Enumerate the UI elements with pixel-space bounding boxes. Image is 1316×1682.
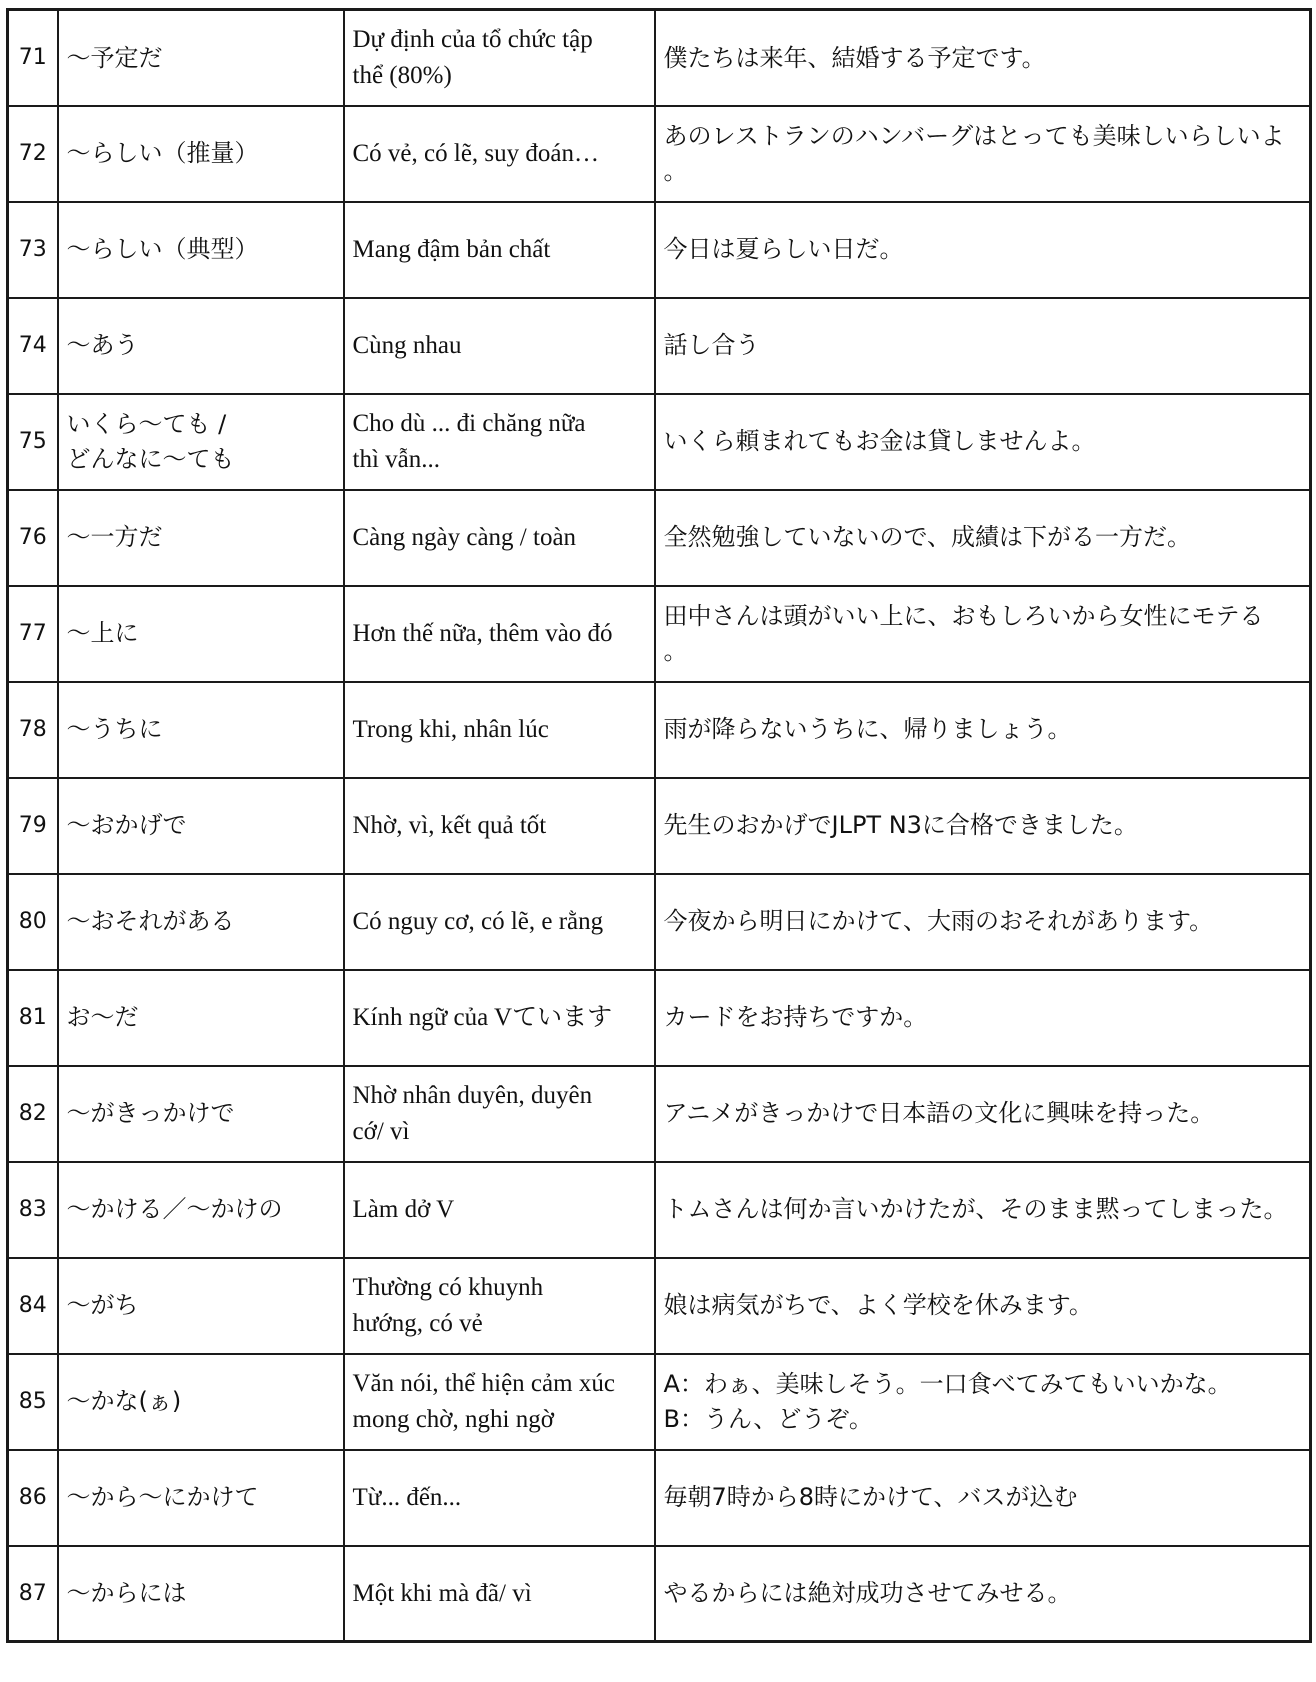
vietnamese-meaning-cell bbox=[344, 106, 655, 202]
example-sentence: あのレストランのハンバーグはとっても美味しいらしいよ 。 bbox=[663, 122, 1285, 185]
table-row bbox=[8, 970, 1311, 1066]
example-sentence: カードをお持ちですか。 bbox=[663, 1003, 928, 1032]
table-row bbox=[8, 1066, 1311, 1162]
grammar-pattern-cell bbox=[58, 10, 344, 106]
grammar-pattern: 〜がきっかけで bbox=[66, 1099, 235, 1128]
example-sentence-cell bbox=[655, 106, 1311, 202]
grammar-pattern: お〜だ bbox=[66, 1003, 139, 1032]
example-sentence: 田中さんは頭がいい上に、おもしろいから女性にモテる 。 bbox=[663, 602, 1264, 665]
vietnamese-meaning-cell bbox=[344, 10, 655, 106]
example-sentence-cell bbox=[655, 1162, 1311, 1258]
grammar-pattern-cell bbox=[58, 1162, 344, 1258]
vietnamese-meaning: Có vẻ, có lẽ, suy đoán… bbox=[352, 139, 599, 167]
grammar-pattern: 〜らしい（推量） bbox=[66, 139, 259, 168]
grammar-pattern-cell bbox=[58, 298, 344, 394]
row-number-cell bbox=[8, 970, 58, 1066]
grammar-pattern: 〜おかげで bbox=[66, 811, 187, 840]
vietnamese-meaning: Trong khi, nhân lúc bbox=[352, 715, 549, 743]
grammar-pattern-cell bbox=[58, 1354, 344, 1450]
grammar-pattern: 〜上に bbox=[66, 619, 139, 648]
row-number-cell bbox=[8, 874, 58, 970]
row-number: 85 bbox=[18, 1388, 47, 1414]
row-number: 76 bbox=[18, 524, 47, 550]
example-sentence: 雨が降らないうちに、帰りましょう。 bbox=[663, 715, 1072, 744]
grammar-pattern: 〜かな(ぁ) bbox=[66, 1387, 182, 1416]
example-sentence: 娘は病気がちで、よく学校を休みます。 bbox=[663, 1291, 1093, 1320]
table-row bbox=[8, 10, 1311, 106]
example-sentence-cell bbox=[655, 970, 1311, 1066]
vietnamese-meaning: Thường có khuynh hướng, có vẻ bbox=[352, 1274, 544, 1337]
vietnamese-meaning: Kính ngữ của Vています bbox=[352, 1003, 613, 1031]
vietnamese-meaning-cell bbox=[344, 778, 655, 874]
row-number: 82 bbox=[18, 1100, 47, 1126]
grammar-pattern-cell bbox=[58, 490, 344, 586]
example-sentence-cell bbox=[655, 394, 1311, 490]
row-number: 79 bbox=[18, 812, 47, 838]
row-number: 74 bbox=[18, 332, 47, 358]
example-sentence-cell bbox=[655, 586, 1311, 682]
vietnamese-meaning: Một khi mà đã/ vì bbox=[352, 1579, 532, 1607]
table-row bbox=[8, 490, 1311, 586]
row-number: 83 bbox=[18, 1196, 47, 1222]
example-sentence: 先生のおかげでJLPT N3に合格できました。 bbox=[663, 811, 1138, 840]
vietnamese-meaning-cell bbox=[344, 298, 655, 394]
grammar-pattern-cell bbox=[58, 202, 344, 298]
vietnamese-meaning: Văn nói, thể hiện cảm xúc mong chờ, nghi ngờ bbox=[352, 1370, 615, 1433]
grammar-pattern: 〜あう bbox=[66, 331, 139, 360]
vietnamese-meaning: Mang đậm bản chất bbox=[352, 235, 551, 263]
grammar-pattern-cell bbox=[58, 682, 344, 778]
row-number: 72 bbox=[18, 140, 47, 166]
row-number-cell bbox=[8, 10, 58, 106]
grammar-pattern: 〜かける／〜かけの bbox=[66, 1195, 283, 1224]
grammar-pattern-cell bbox=[58, 1546, 344, 1642]
example-sentence: 今日は夏らしい日だ。 bbox=[663, 235, 904, 264]
grammar-pattern: 〜一方だ bbox=[66, 523, 163, 552]
table-row bbox=[8, 1258, 1311, 1354]
row-number: 78 bbox=[18, 716, 47, 742]
grammar-pattern: 〜から〜にかけて bbox=[66, 1483, 259, 1512]
example-sentence-cell bbox=[655, 298, 1311, 394]
example-sentence: 僕たちは来年、結婚する予定です。 bbox=[663, 43, 1046, 72]
row-number-cell bbox=[8, 1066, 58, 1162]
row-number-cell bbox=[8, 778, 58, 874]
vietnamese-meaning: Cho dù ... đi chăng nữa thì vẫn... bbox=[352, 410, 586, 473]
example-sentence-cell bbox=[655, 490, 1311, 586]
row-number: 84 bbox=[18, 1292, 47, 1318]
example-sentence-cell bbox=[655, 1066, 1311, 1162]
grammar-pattern-cell bbox=[58, 1066, 344, 1162]
row-number-cell bbox=[8, 1354, 58, 1450]
example-sentence: 毎朝7時から8時にかけて、バスが込む bbox=[663, 1483, 1078, 1512]
vietnamese-meaning: Làm dở V bbox=[352, 1195, 455, 1223]
vietnamese-meaning-cell bbox=[344, 1162, 655, 1258]
grammar-pattern-cell bbox=[58, 874, 344, 970]
grammar-pattern: 〜おそれがある bbox=[66, 907, 235, 936]
row-number-cell bbox=[8, 202, 58, 298]
example-sentence-cell bbox=[655, 1258, 1311, 1354]
example-sentence: いくら頼まれてもお金は貸しませんよ。 bbox=[663, 427, 1096, 456]
vietnamese-meaning-cell bbox=[344, 202, 655, 298]
vietnamese-meaning: Từ... đến... bbox=[352, 1483, 462, 1511]
row-number-cell bbox=[8, 1546, 58, 1642]
table-row bbox=[8, 682, 1311, 778]
table-row bbox=[8, 1354, 1311, 1450]
table-row bbox=[8, 1162, 1311, 1258]
table-row bbox=[8, 298, 1311, 394]
grammar-pattern-cell bbox=[58, 1258, 344, 1354]
row-number: 73 bbox=[18, 236, 47, 262]
example-sentence-cell bbox=[655, 1546, 1311, 1642]
vietnamese-meaning: Dự định của tổ chức tập thể (80%) bbox=[352, 26, 593, 89]
grammar-pattern: 〜からには bbox=[66, 1579, 187, 1608]
vietnamese-meaning-cell bbox=[344, 394, 655, 490]
vietnamese-meaning-cell bbox=[344, 874, 655, 970]
grammar-pattern-cell bbox=[58, 394, 344, 490]
row-number: 77 bbox=[18, 620, 47, 646]
table-row bbox=[8, 778, 1311, 874]
example-sentence: トムさんは何か言いかけたが、そのまま黙ってしまった。 bbox=[663, 1195, 1288, 1224]
vietnamese-meaning-cell bbox=[344, 682, 655, 778]
row-number: 81 bbox=[18, 1004, 47, 1030]
row-number-cell bbox=[8, 1450, 58, 1546]
example-sentence-cell bbox=[655, 10, 1311, 106]
vietnamese-meaning-cell bbox=[344, 586, 655, 682]
table-row bbox=[8, 202, 1311, 298]
vietnamese-meaning-cell bbox=[344, 1066, 655, 1162]
grammar-pattern: 〜うちに bbox=[66, 715, 163, 744]
grammar-pattern: 〜予定だ bbox=[66, 43, 163, 72]
vietnamese-meaning-cell bbox=[344, 1450, 655, 1546]
example-sentence: 話し合う bbox=[663, 331, 760, 360]
row-number-cell bbox=[8, 682, 58, 778]
example-sentence-cell bbox=[655, 1450, 1311, 1546]
grammar-pattern-cell bbox=[58, 1450, 344, 1546]
vietnamese-meaning-cell bbox=[344, 1546, 655, 1642]
example-sentence: A：わぁ、美味しそう。一口食べてみてもいいかな。 B：うん、どうぞ。 bbox=[663, 1370, 1232, 1433]
row-number-cell bbox=[8, 1162, 58, 1258]
vietnamese-meaning: Nhờ, vì, kết quả tốt bbox=[352, 811, 547, 839]
row-number: 86 bbox=[18, 1484, 47, 1510]
table-row bbox=[8, 394, 1311, 490]
grammar-pattern-cell bbox=[58, 106, 344, 202]
row-number-cell bbox=[8, 394, 58, 490]
example-sentence: やるからには絶対成功させてみせる。 bbox=[663, 1579, 1072, 1608]
vietnamese-meaning: Nhờ nhân duyên, duyên cớ/ vì bbox=[352, 1082, 593, 1145]
table-row bbox=[8, 1450, 1311, 1546]
vietnamese-meaning: Hơn thế nữa, thêm vào đó bbox=[352, 619, 613, 647]
table-row bbox=[8, 106, 1311, 202]
row-number-cell bbox=[8, 1258, 58, 1354]
grammar-pattern: いくら〜ても / どんなに〜ても bbox=[66, 410, 235, 473]
table-row bbox=[8, 1546, 1311, 1642]
grammar-pattern-cell bbox=[58, 778, 344, 874]
row-number: 87 bbox=[18, 1580, 47, 1606]
grammar-pattern: 〜らしい（典型） bbox=[66, 235, 259, 264]
example-sentence: アニメがきっかけで日本語の文化に興味を持った。 bbox=[663, 1099, 1215, 1128]
row-number-cell bbox=[8, 490, 58, 586]
vietnamese-meaning: Cùng nhau bbox=[352, 331, 462, 359]
grammar-pattern-cell bbox=[58, 586, 344, 682]
grammar-table-body bbox=[8, 10, 1311, 1642]
row-number: 75 bbox=[18, 428, 47, 454]
vietnamese-meaning-cell bbox=[344, 970, 655, 1066]
example-sentence-cell bbox=[655, 778, 1311, 874]
example-sentence-cell bbox=[655, 202, 1311, 298]
row-number-cell bbox=[8, 106, 58, 202]
vietnamese-meaning-cell bbox=[344, 1258, 655, 1354]
table-row bbox=[8, 874, 1311, 970]
example-sentence: 全然勉強していないので、成績は下がる一方だ。 bbox=[663, 523, 1192, 552]
grammar-pattern: 〜がち bbox=[66, 1291, 139, 1320]
row-number: 80 bbox=[18, 908, 47, 934]
vietnamese-meaning: Có nguy cơ, có lẽ, e rằng bbox=[352, 907, 604, 935]
row-number: 71 bbox=[18, 45, 47, 71]
example-sentence-cell bbox=[655, 1354, 1311, 1450]
grammar-pattern-cell bbox=[58, 970, 344, 1066]
vietnamese-meaning-cell bbox=[344, 1354, 655, 1450]
vietnamese-meaning-cell bbox=[344, 490, 655, 586]
example-sentence-cell bbox=[655, 682, 1311, 778]
table-row bbox=[8, 586, 1311, 682]
example-sentence-cell bbox=[655, 874, 1311, 970]
row-number-cell bbox=[8, 298, 58, 394]
vietnamese-meaning: Càng ngày càng / toàn bbox=[352, 523, 577, 551]
row-number-cell bbox=[8, 586, 58, 682]
example-sentence: 今夜から明日にかけて、大雨のおそれがあります。 bbox=[663, 907, 1214, 936]
grammar-table bbox=[6, 8, 1312, 1643]
